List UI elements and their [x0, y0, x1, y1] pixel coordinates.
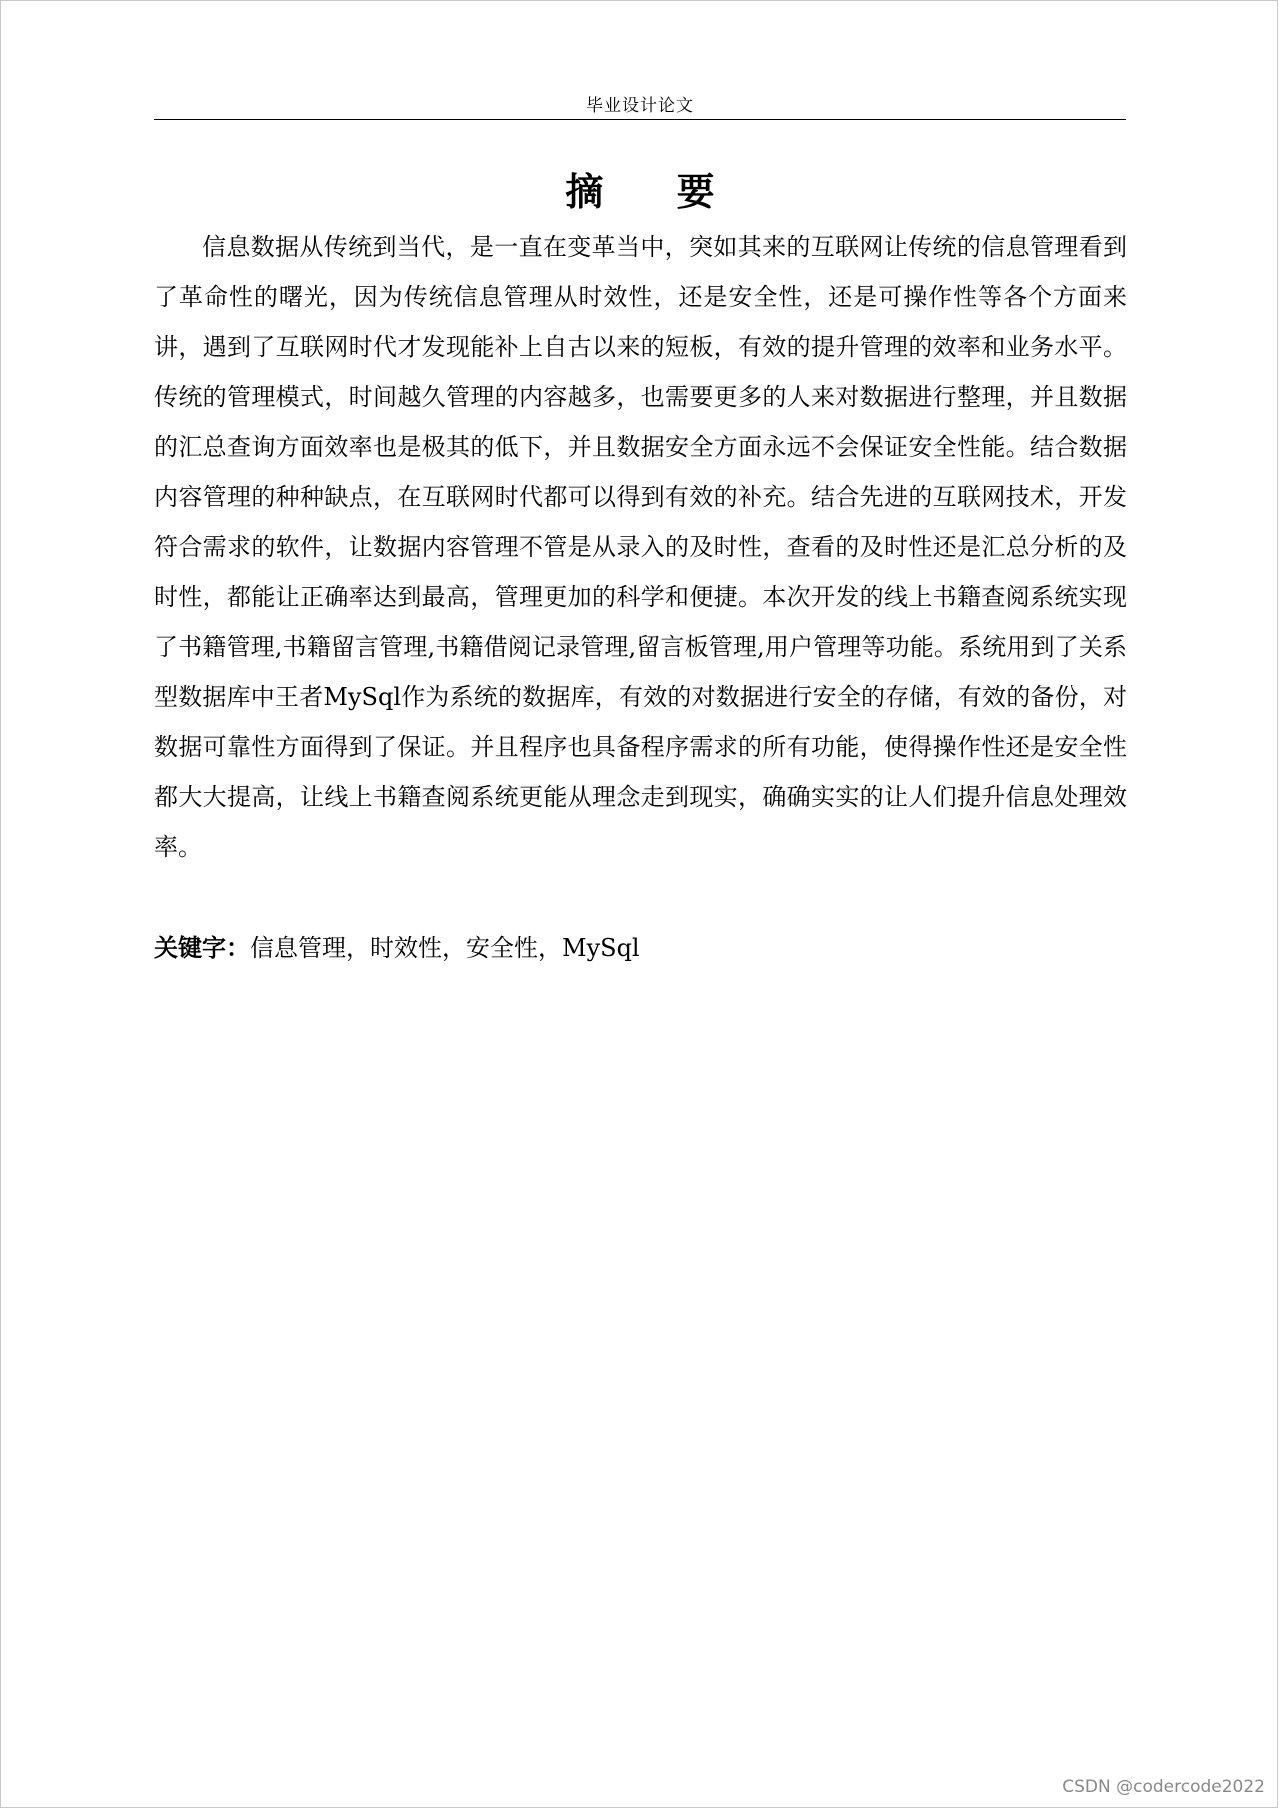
abstract-paragraph: 信息数据从传统到当代，是一直在变革当中，突如其来的互联网让传统的信息管理看到了革命性的曙光，因为传统信息管理从时效性，还是安全性，还是可操作性等各个方面来讲，遇到了互联网时代才发现能补上自古以来的短板，有效的提升管理的效率和业务水平。传统的管理模式，时间越久管理的内容越多，也需要更多的人来对数据进行整理，并且数据的汇总查询方面效率也是极其的低下，并且数据安全方面永远不会保证安全性能。结合数据内容管理的种种缺点，在互联网时代都可以得到有效的补充。结合先进的互联网技术，开发符合需求的软件，让数据内容管理不管是从录入的及时性，查看的及时性还是汇总分析的及时性，都能让正确率达到最高，管理更加的科学和便捷。本次开发的线上书籍查阅系统实现了书籍管理,书籍留言管理,书籍借阅记录管理,留言板管理,用户管理等功能。系统用到了关系型数据库中王者MySql作为系统的数据库，有效的对数据进行安全的存储，有效的备份，对数据可靠性方面得到了保证。并且程序也具备程序需求的所有功能，使得操作性还是安全性都大大提高，让线上书籍查阅系统更能从理念走到现实，确确实实的让人们提升信息处理效率。 [154, 233, 1127, 861]
watermark: CSDN @codercode2022 [1062, 1777, 1265, 1797]
running-header: 毕业设计论文 [586, 96, 694, 116]
page-title: 摘 要 [565, 169, 745, 214]
keywords-label: 关键字： [154, 933, 250, 962]
keywords-value: 信息管理，时效性，安全性，MySql [250, 934, 640, 962]
header-divider [154, 119, 1126, 120]
keywords-line [154, 923, 1126, 973]
